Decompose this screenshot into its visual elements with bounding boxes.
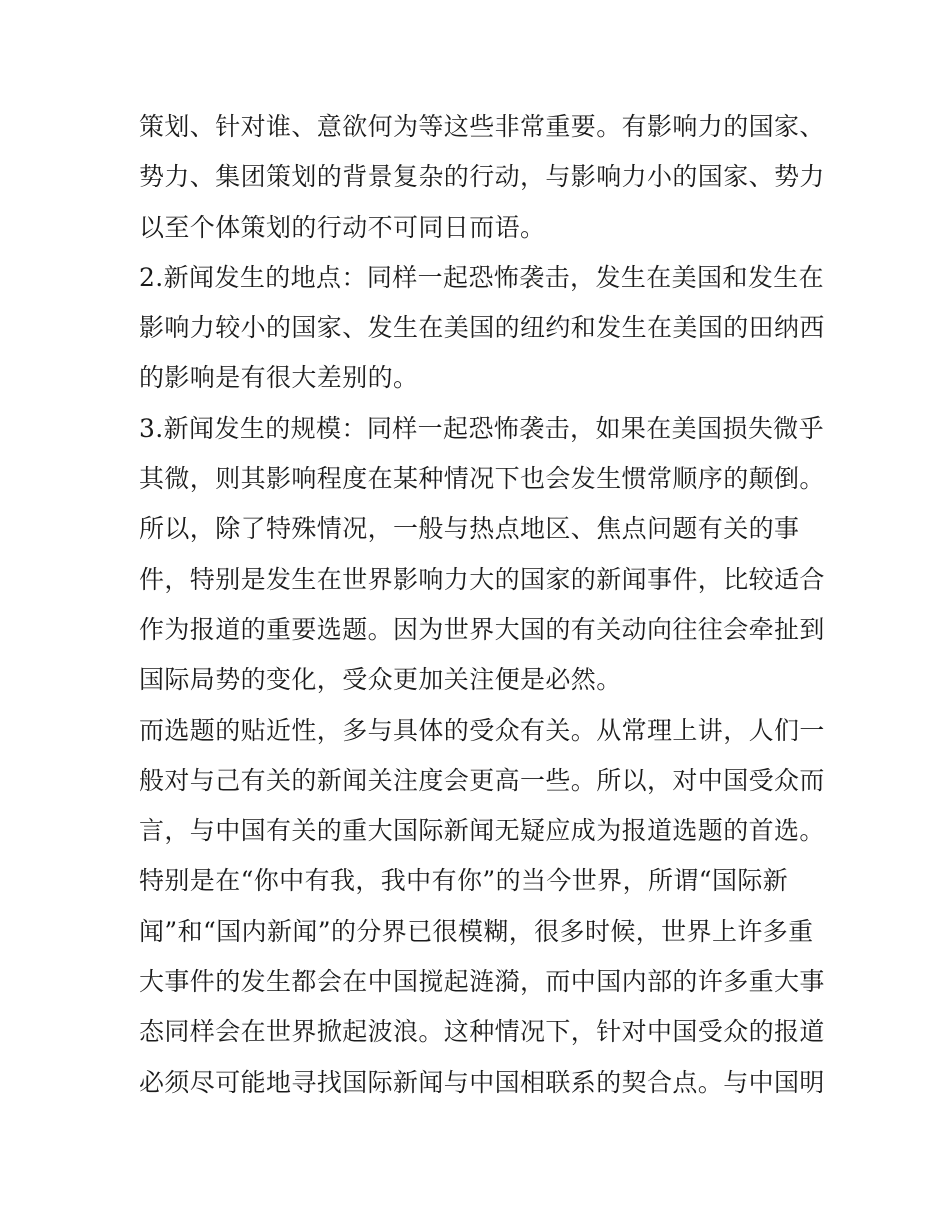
text-line: 其微，则其影响程度在某种情况下也会发生惯常顺序的颠倒。	[139, 464, 825, 494]
text-line: 3.新闻发生的规模：同样一起恐怖袭击，如果在美国损失微乎	[139, 413, 825, 443]
text-line: 影响力较小的国家、发生在美国的纽约和发生在美国的田纳西	[139, 313, 825, 343]
text-line: 2.新闻发生的地点：同样一起恐怖袭击，发生在美国和发生在	[139, 262, 825, 292]
text-line: 特别是在“你中有我，我中有你”的当今世界，所谓“国际新	[139, 866, 789, 896]
text-line: 般对与己有关的新闻关注度会更高一些。所以，对中国受众而	[139, 765, 825, 795]
text-line: 策划、针对谁、意欲何为等这些非常重要。有影响力的国家、	[139, 112, 825, 141]
text-line: 的影响是有很大差别的。	[139, 363, 419, 393]
text-line: 以至个体策划的行动不可同日而语。	[139, 212, 546, 242]
text-line: 件，特别是发生在世界影响力大的国家的新闻事件，比较适合	[139, 564, 825, 594]
text-line: 必须尽可能地寻找国际新闻与中国相联系的契合点。与中国明	[139, 1067, 825, 1097]
text-line: 闻”和“国内新闻”的分界已很模糊，很多时候，世界上许多重	[139, 916, 814, 946]
text-line: 作为报道的重要选题。因为世界大国的有关动向往往会牵扯到	[139, 614, 825, 644]
text-line: 大事件的发生都会在中国搅起涟漪，而中国内部的许多重大事	[139, 967, 825, 997]
text-line: 而选题的贴近性，多与具体的受众有关。从常理上讲，人们一	[139, 715, 825, 745]
text-line: 势力、集团策划的背景复杂的行动，与影响力小的国家、势力	[139, 162, 825, 192]
text-line: 态同样会在世界掀起波浪。这种情况下，针对中国受众的报道	[139, 1017, 825, 1047]
text-line: 言，与中国有关的重大国际新闻无疑应成为报道选题的首选。	[139, 816, 825, 846]
body-text	[139, 102, 825, 1108]
text-line: 国际局势的变化，受众更加关注便是必然。	[139, 665, 622, 695]
text-line: 所以，除了特殊情况，一般与热点地区、焦点问题有关的事	[139, 514, 800, 544]
